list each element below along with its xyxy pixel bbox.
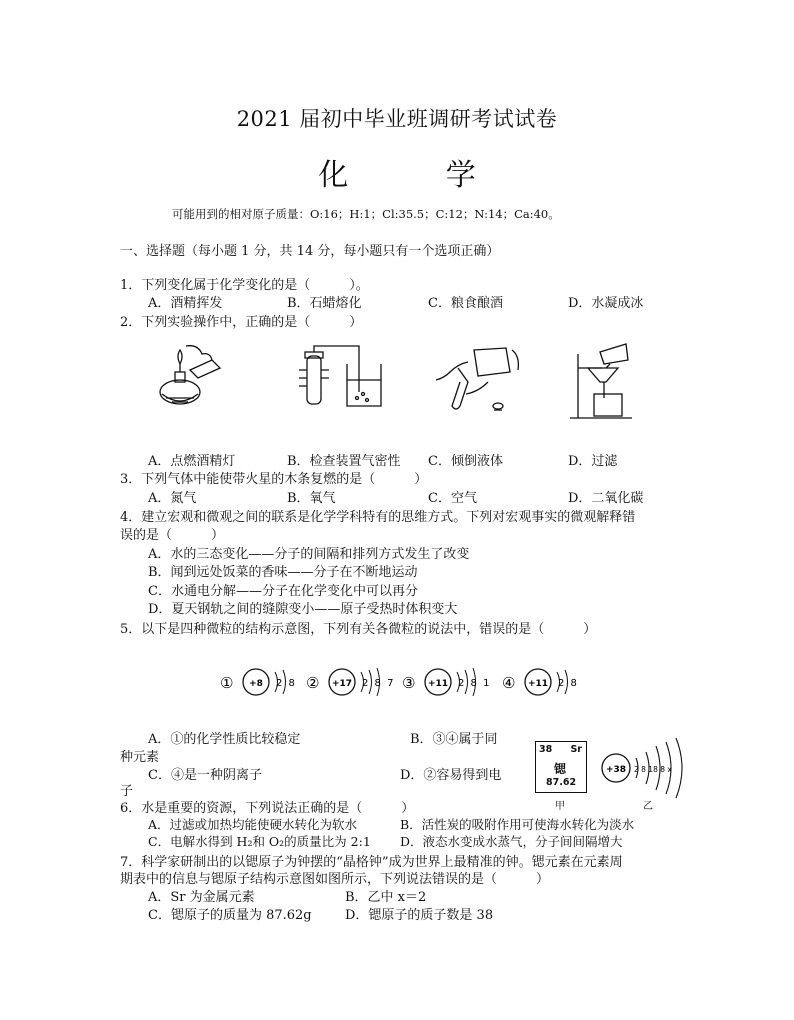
strontium-atom-structure — [598, 736, 688, 802]
q5-option-b: B．③④属于同 — [410, 732, 498, 747]
q4-option-b: B．闻到远处饭菜的香味——分子在不断地运动 — [148, 565, 418, 580]
lighting-alcohol-lamp-illustration — [150, 342, 230, 410]
nucleus-charge: +8 — [249, 679, 263, 689]
exam-title: 2021 届初中毕业班调研考试试卷 — [236, 107, 558, 131]
q2-option-a: A．点燃酒精灯 — [148, 454, 236, 469]
q7-option-c: C．锶原子的质量为 87.62g — [148, 908, 312, 923]
q3-option-d: D．二氧化碳 — [568, 491, 644, 506]
particle-number: ③ — [402, 674, 416, 692]
element-symbol: Sr — [570, 744, 582, 755]
element-card-label: 甲 — [555, 801, 565, 812]
q1-option-a: A．酒精挥发 — [148, 296, 223, 311]
atom-structure-label: 乙 — [643, 801, 653, 812]
sr-shell-electrons: 2 8 18 8 x — [634, 765, 672, 774]
particle-number: ① — [220, 674, 234, 692]
q3-stem: 3．下列气体中能使带火星的木条复燃的是（ ） — [120, 472, 428, 487]
q7-option-a: A．Sr 为金属元素 — [148, 890, 255, 905]
q1-stem: 1．下列变化属于化学变化的是（ ）。 — [120, 278, 369, 293]
shell-electron-counts: 2 8 1 — [458, 678, 491, 689]
filtration-illustration — [566, 338, 638, 422]
atomic-masses-note: 可能用到的相对原子质量：O:16；H:1；Cl:35.5；C:12；N:14；Ca:40。 — [172, 207, 560, 221]
q2-stem: 2．下列实验操作中，正确的是（ ） — [120, 315, 363, 330]
atomic-mass: 87.62 — [546, 777, 577, 788]
q4-stem-line2: 误的是（ ） — [120, 528, 225, 543]
q5-option-a: A．①的化学性质比较稳定 — [148, 732, 301, 747]
strontium-element-card — [535, 741, 587, 793]
q1-option-c: C．粮食酿酒 — [428, 296, 503, 311]
q7-option-d: D．锶原子的质子数是 38 — [345, 908, 494, 923]
particle-diagram-1 — [220, 669, 296, 695]
q4-option-c: C．水通电分解——分子在化学变化中可以再分 — [148, 584, 418, 599]
particle-diagram-4 — [502, 669, 578, 695]
q7-option-b: B．乙中 x＝2 — [345, 890, 427, 905]
shell-electron-counts: 2 8 7 — [362, 678, 395, 689]
nucleus-charge: +17 — [331, 679, 353, 689]
q6-option-d: D．液态水变成水蒸气，分子间间隔增大 — [400, 834, 623, 849]
q6-option-c: C．电解水得到 H₂和 O₂的质量比为 2:1 — [148, 834, 371, 849]
element-name: 锶 — [554, 762, 567, 776]
particle-diagram-2 — [306, 668, 395, 696]
nucleus-charge: +11 — [427, 679, 449, 689]
shell-electron-counts: 2 8 — [558, 678, 579, 689]
q4-option-d: D．夏天钢轨之间的缝隙变小——原子受热时体积变大 — [148, 602, 458, 617]
q5-option-a-cont: 种元素 — [120, 750, 160, 765]
section-heading: 一、选择题（每小题 1 分，共 14 分，每小题只有一个选项正确） — [120, 244, 500, 259]
q3-option-c: C．空气 — [428, 491, 477, 506]
q7-stem-line1: 7．科学家研制出的以锶原子为钟摆的“晶格钟”成为世界上最精准的钟。锶元素在元素周 — [120, 855, 623, 870]
nucleus-charge: +11 — [527, 679, 549, 689]
particle-structure-diagrams — [220, 660, 600, 704]
q3-option-b: B．氧气 — [287, 491, 336, 506]
q5-option-c-cont: 子 — [120, 784, 134, 799]
particle-diagrams-svg — [220, 660, 600, 704]
airtightness-check-illustration — [293, 342, 391, 410]
q6-stem: 6．水是重要的资源，下列说法正确的是（ ） — [120, 801, 415, 816]
sr-nucleus-charge: +38 — [605, 765, 627, 775]
q5-option-c: C．④是一种阴离子 — [148, 768, 262, 783]
q4-stem-line1: 4．建立宏观和微观之间的联系是化学学科特有的思维方式。下列对宏观事实的微观解释错 — [120, 510, 636, 525]
q1-option-b: B．石蜡熔化 — [287, 296, 362, 311]
particle-number: ② — [306, 674, 320, 692]
q7-stem-line2: 期表中的信息与锶原子结构示意图如图所示，下列说法错误的是（ ） — [120, 872, 550, 887]
particle-number: ④ — [502, 674, 516, 692]
q1-option-d: D．水凝成冰 — [568, 296, 644, 311]
subject-title: 化 学 — [318, 158, 520, 193]
q5-stem: 5．以下是四种微粒的结构示意图，下列有关各微粒的说法中，错误的是（ ） — [120, 622, 597, 637]
q5-option-d: D．②容易得到电 — [400, 768, 502, 783]
q6-option-a: A．过滤或加热均能使硬水转化为软水 — [148, 817, 358, 832]
q2-option-c: C．倾倒液体 — [428, 454, 503, 469]
q6-option-b: B．活性炭的吸附作用可使海水转化为淡水 — [400, 817, 635, 832]
pouring-liquid-illustration — [428, 342, 524, 414]
atomic-number: 38 — [539, 744, 553, 755]
q2-option-d: D．过滤 — [568, 454, 618, 469]
q4-option-a: A．水的三态变化——分子的间隔和排列方式发生了改变 — [148, 547, 470, 562]
shell-electron-counts: 2 8 — [276, 678, 297, 689]
q2-option-b: B．检查装置气密性 — [287, 454, 401, 469]
particle-diagram-3 — [402, 668, 491, 696]
q3-option-a: A．氮气 — [148, 491, 197, 506]
